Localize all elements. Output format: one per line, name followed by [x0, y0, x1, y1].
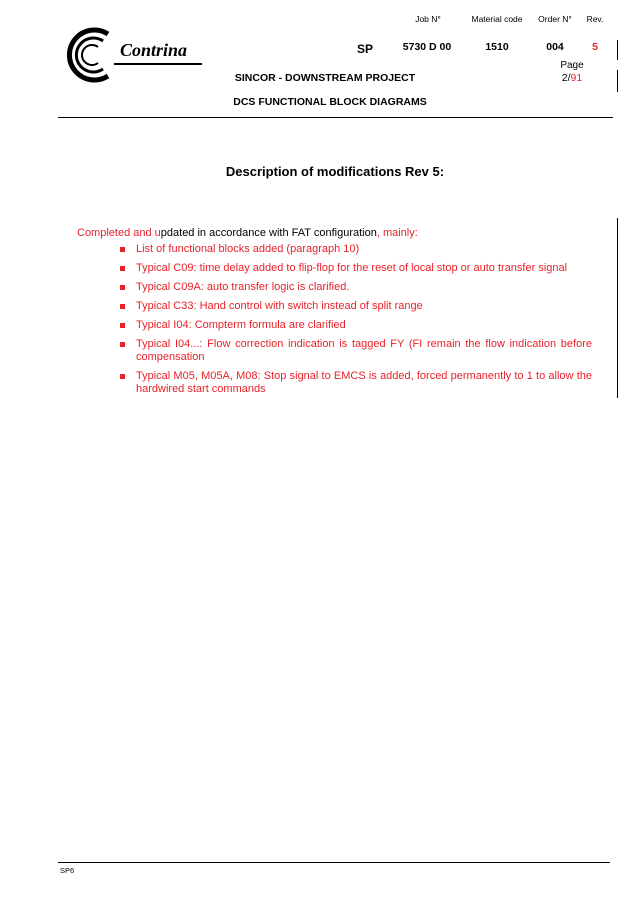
- revision-label: Rev.: [586, 14, 604, 24]
- revision-value: 5: [592, 41, 598, 53]
- bullet-icon: [120, 323, 125, 328]
- list-item: Typical C09A: auto transfer logic is clarified.: [120, 281, 592, 294]
- logo-underline: [114, 63, 202, 65]
- footer-divider: [58, 862, 610, 863]
- page-label: Page: [560, 60, 584, 71]
- bullet-icon: [120, 285, 125, 290]
- header-right-mark-top: [617, 40, 618, 60]
- order-number-value: 004: [546, 41, 564, 53]
- project-name: SINCOR - DOWNSTREAM PROJECT: [234, 72, 416, 84]
- footer-code: SP6: [60, 866, 75, 875]
- company-logo: [62, 26, 202, 84]
- list-item: Typical C09: time delay added to flip-flop for the reset of local stop or auto transfer signal: [120, 262, 592, 275]
- section-title: Description of modifications Rev 5:: [225, 164, 445, 179]
- revision-change-bar: [617, 218, 618, 398]
- modifications-list: [120, 243, 592, 402]
- page-total: 91: [570, 72, 583, 84]
- intro-part-1: Completed and u: [77, 227, 161, 239]
- material-code-label: Material code: [471, 14, 523, 24]
- logo-c-mark-icon: [62, 26, 122, 84]
- intro-part-2: pdated in accordance with FAT configuration: [160, 227, 377, 239]
- bullet-icon: [120, 374, 125, 379]
- intro-part-3: , mainly:: [376, 227, 418, 239]
- material-code-value: 1510: [485, 41, 509, 53]
- logo-text: Contrina: [120, 40, 188, 60]
- job-number-label: Job N°: [415, 14, 441, 24]
- sp-label: SP: [356, 42, 373, 56]
- page-current: 2: [561, 72, 568, 84]
- header-right-mark-bottom: [617, 70, 618, 92]
- list-item: List of functional blocks added (paragraph 10): [120, 243, 592, 256]
- bullet-icon: [120, 266, 125, 271]
- job-number-value: 5730 D 00: [402, 41, 452, 53]
- list-item: Typical M05, M05A, M08: Stop signal to EMCS is added, forced permanently to 1 to allow the hardwired start commands: [120, 370, 592, 396]
- intro-text: [77, 227, 597, 239]
- order-number-label: Order N°: [538, 14, 572, 24]
- list-item: Typical I04: Compterm formula are clarified: [120, 319, 592, 332]
- page-separator: /: [567, 72, 571, 84]
- bullet-icon: [120, 247, 125, 252]
- header-divider: [58, 117, 613, 118]
- list-item: Typical I04...: Flow correction indication is tagged FY (FI remain the flow indication before compensation: [120, 338, 592, 364]
- bullet-icon: [120, 304, 125, 309]
- page-number: [552, 72, 592, 84]
- document-title: DCS FUNCTIONAL BLOCK DIAGRAMS: [233, 96, 427, 108]
- list-item: Typical C33: Hand control with switch instead of split range: [120, 300, 592, 313]
- bullet-icon: [120, 342, 125, 347]
